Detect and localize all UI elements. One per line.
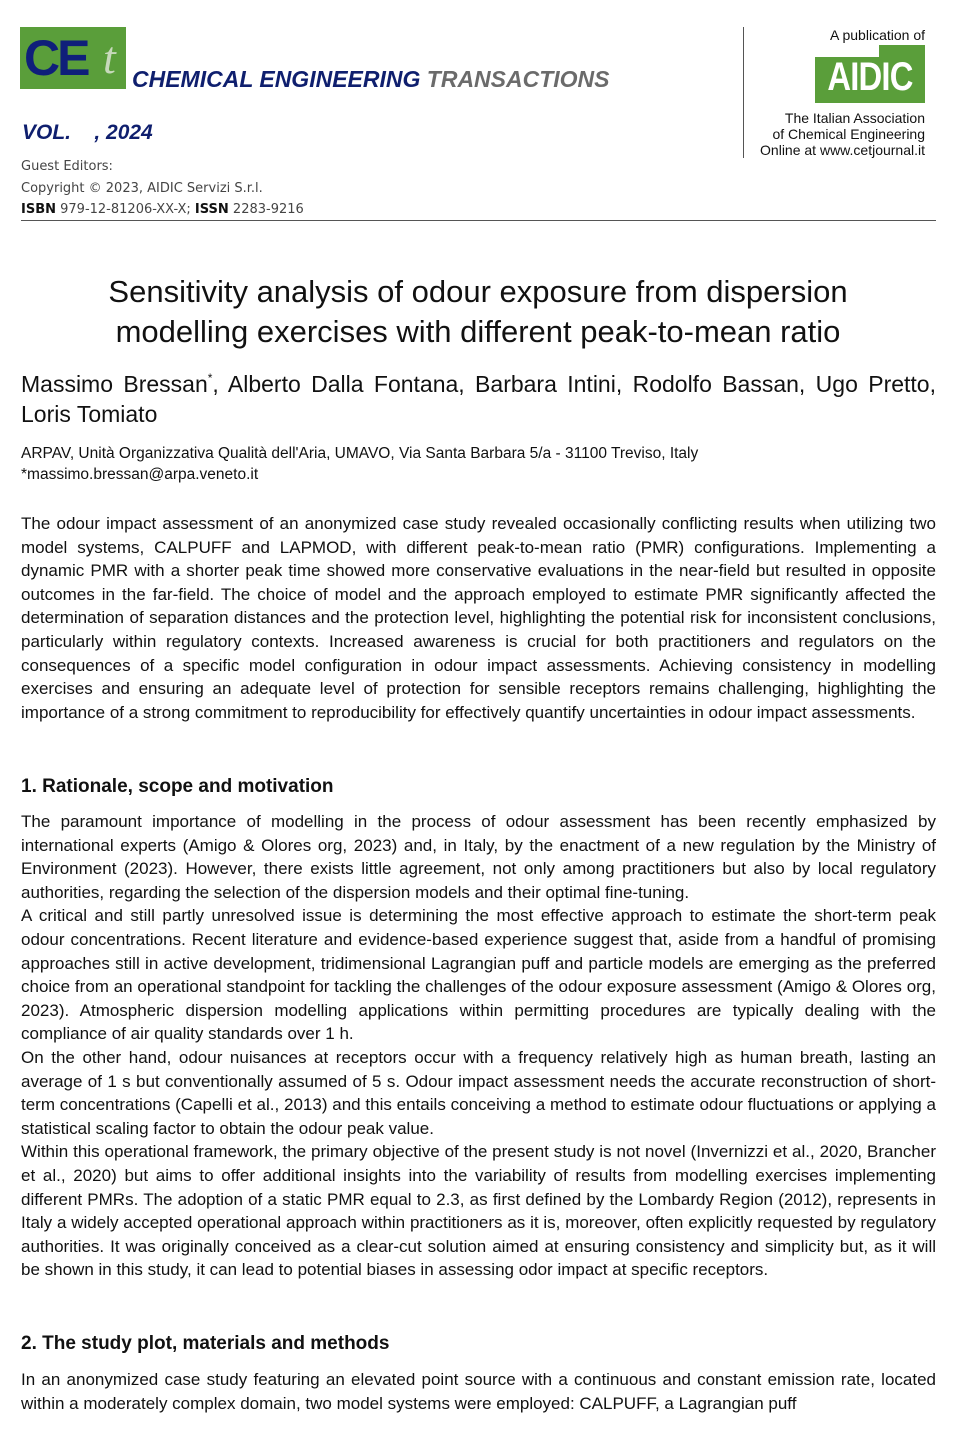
association-line-1: The Italian Association [784, 110, 925, 126]
aidic-logo [815, 45, 925, 103]
affiliation: ARPAV, Unità Organizzativa Qualità dell'Aria, UMAVO, Via Santa Barbara 5/a - 31100 Treviso, Italy [21, 445, 699, 462]
journal-header [0, 0, 970, 225]
author-corresponding: Massimo Bressan [21, 371, 208, 397]
section-1-paragraph-4: Within this operational framework, the primary objective of the present study is not novel (Invernizzi et al., 2020, Brancher et al., 2020) but aims to offer additional insights into the variability of results from modelling exercises implementing different PMRs. The adoption of a static PMR equal to 2.3, as first defined by the Lombardy Region (2012), represents in Italy a widely accepted operational approach within practitioners as it is, moreover, often explicitly requested by regulatory authorities. It was originally conceived as a clear-cut solution aimed at ensuring consistency and simplicity but, as it will be shown in this study, it can lead to potential biases in assessing odor impact at specific receptors. [21, 1142, 936, 1280]
paper-title-line-1: Sensitivity analysis of odour exposure from dispersion [108, 274, 848, 309]
association-block [760, 110, 925, 158]
abstract [21, 512, 936, 724]
association-website[interactable]: Online at www.cetjournal.it [760, 142, 925, 158]
journal-title-sub: TRANSACTIONS [426, 66, 610, 92]
volume-label: VOL. , 2024 [22, 121, 153, 144]
header-vertical-divider [743, 27, 744, 158]
journal-title [132, 66, 610, 93]
abstract-paragraph: The odour impact assessment of an anonymized case study revealed occasionally conflicting results when utilizing two model systems, CALPUFF and LAPMOD, with different peak-to-mean ratio (PMR) configurations. Implementing a dynamic PMR with a shorter peak time showed more conservative evaluations in the near-field but resulted in opposite outcomes in the far-field. The choice of model and the approach employed to estimate PMR significantly affected the determination of separation distances and the protection level, highlighting the potential risk for inconsistent conclusions, particularly within regulatory contexts. Increased awareness is crucial for both practitioners and regulators on the consequences of a specific model configuration in odour impact assessments. Achieving consistency in modelling exercises and ensuring an adequate level of protection for sensible receptors remains challenging, highlighting the importance of a strong commitment to reproducibility for effectively quantify uncertainties in odour impact assessments. [21, 514, 936, 722]
corresponding-email[interactable]: *massimo.bressan@arpa.veneto.it [21, 466, 259, 483]
isbn-issn-line [21, 202, 304, 217]
logo-ce-text: CE [24, 30, 88, 86]
authors-rest: , Alberto Dalla Fontana, Barbara Intini, Rodolfo Bassan, Ugo Pretto, Loris Tomiato [21, 371, 936, 427]
journal-title-main: CHEMICAL ENGINEERING [132, 66, 421, 92]
association-line-2: of Chemical Engineering [772, 126, 925, 142]
guest-editors: Guest Editors: [21, 159, 113, 174]
issn-label: ISSN [194, 202, 229, 217]
section-1-heading: 1. Rationale, scope and motivation [21, 776, 334, 797]
section-1-paragraph-3: On the other hand, odour nuisances at receptors occur with a frequency relatively high as human breath, lasting an average of 1 s but conventionally assumed of 5 s. Odour impact assessment needs the accurate reconstruction of short-term concentrations (Capelli et al., 2013) and this entails conceiving a method to estimate odour fluctuations or applying a statistical scaling factor to obtain the odour peak value. [21, 1047, 936, 1138]
isbn-value: 979-12-81206-XX-X; [60, 202, 191, 217]
section-1-paragraph-1: The paramount importance of modelling in the process of odour assessment has been recently emphasized by international experts (Amigo & Olores org, 2023) and, in Italy, by the enactment of a new regulation by the Ministry of Environment (2023). However, there exists little agreement, not only among practitioners but also by local regulatory authorities, regarding the selection of the dispersion models and their optimal fine-tuning. [21, 812, 936, 902]
cet-logo [20, 27, 126, 89]
issn-value: 2283-9216 [232, 202, 304, 217]
section-1-body [21, 810, 936, 1282]
section-2-heading: 2. The study plot, materials and methods [21, 1333, 390, 1354]
copyright-line: Copyright © 2023, AIDIC Servizi S.r.l. [21, 181, 263, 196]
corresponding-mark: * [207, 371, 213, 385]
logo-t-text: t [103, 32, 116, 83]
paper-title-line-2: modelling exercises with different peak-to-mean ratio [115, 314, 841, 349]
section-1-paragraph-2: A critical and still partly unresolved issue is determining the most effective approach to estimate the short-term peak odour concentrations. Recent literature and evidence-based experience suggest that, aside from a handful of promising approaches still in active development, tridimensional Lagrangian puff and particle models are emerging as the preferred choice from an operational standpoint for tackling the challenges of the odour exposure assessment (Amigo & Olores org, 2023). Atmospheric dispersion modelling applications within permitting procedures are typically dealing with the compliance of air quality standards over 1 h. [21, 906, 936, 1044]
isbn-label: ISBN [21, 202, 56, 217]
aidic-logo-text: AIDIC [827, 55, 913, 99]
section-2-paragraph-1: In an anonymized case study featuring an elevated point source with a continuous and constant emission rate, located within a moderately complex domain, two model systems were employed: CALPUFF, a Lagrangian puff [21, 1370, 936, 1413]
section-2-body [21, 1368, 936, 1415]
publication-of-label: A publication of [830, 27, 925, 43]
paper-title [40, 272, 916, 352]
header-divider [21, 220, 936, 221]
author-list [21, 369, 936, 429]
